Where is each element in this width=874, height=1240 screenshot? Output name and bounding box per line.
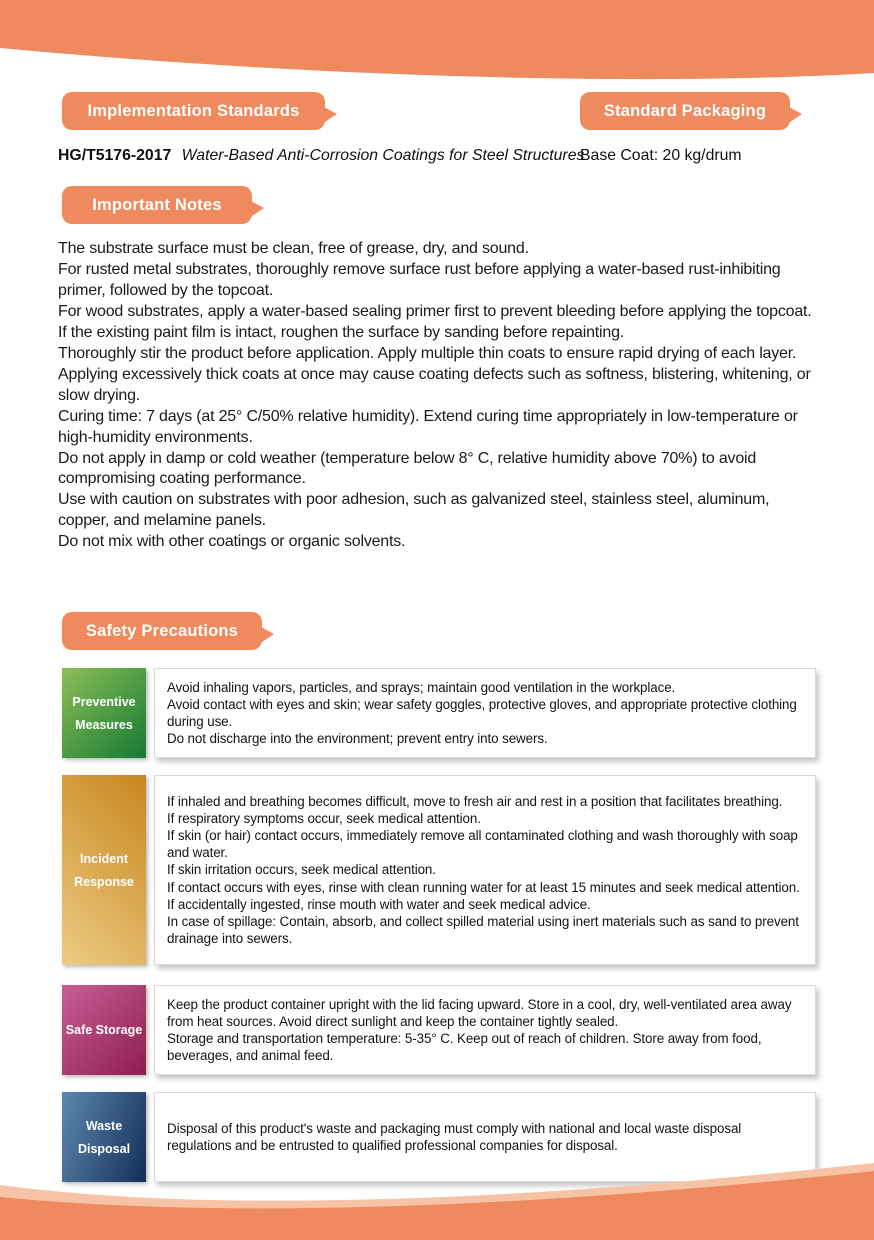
bottom-wave-decoration	[0, 1125, 874, 1240]
important-notes-badge	[62, 186, 252, 224]
safety-row-content-line: If respiratory symptoms occur, seek medical attention.	[167, 811, 481, 827]
safety-row-content-line: If contact occurs with eyes, rinse with clean running water for at least 15 minutes and seek medical attention.	[167, 879, 800, 895]
safety-row-label	[62, 775, 146, 965]
important-notes-body	[58, 239, 816, 553]
safety-row-content-line: In case of spillage: Contain, absorb, and collect spilled material using inert materials such as sand to prevent drainage into sewers.	[167, 913, 799, 946]
safety-row-content	[154, 775, 816, 965]
safety-precautions-badge	[62, 612, 262, 650]
standard-code: HG/T5176-2017	[58, 147, 172, 164]
implementation-standards-badge	[62, 92, 325, 130]
note-line: For rusted metal substrates, thoroughly remove surface rust before applying a water-based rust-inhibiting primer, followed by the topcoat.	[58, 260, 781, 299]
safety-row-label-line: Disposal	[77, 1141, 131, 1156]
safety-row-content-line: Do not discharge into the environment; prevent entry into sewers.	[167, 731, 548, 747]
note-line: The substrate surface must be clean, free of grease, dry, and sound.	[58, 240, 529, 257]
safety-row-content-line: Storage and transportation temperature: 5-35° C. Keep out of reach of children. Store away from food, beverages, and animal feed.	[167, 1031, 762, 1064]
safety-row-label-line: Waste	[85, 1118, 123, 1133]
top-wave-decoration	[0, 0, 874, 95]
safety-row-content-line: If skin (or hair) contact occurs, immediately remove all contaminated clothing and wash thoroughly with soap and water.	[167, 828, 798, 861]
note-line: Do not mix with other coatings or organic solvents.	[58, 533, 406, 551]
safety-row-label-line: Preventive	[72, 694, 136, 709]
safety-row-label-line: Incident	[80, 851, 128, 866]
implementation-standard-line	[58, 147, 584, 165]
note-line: For wood substrates, apply a water-based sealing primer first to prevent bleeding before applying the topcoat.	[58, 302, 812, 320]
note-line: Curing time: 7 days (at 25° C/50% relative humidity). Extend curing time appropriately in low-temperature or high-humidity environments.	[58, 407, 798, 446]
implementation-standards-badge-label: Implementation Standards	[87, 101, 300, 120]
important-notes-badge-label: Important Notes	[92, 195, 222, 214]
note-line: If the existing paint film is intact, roughen the surface by sanding before repainting.	[58, 323, 625, 341]
safety-row-label-line: Safe Storage	[65, 1023, 143, 1037]
safety-row-safe-storage	[62, 985, 816, 1075]
safety-row-label-line: Response	[74, 874, 134, 889]
safety-row-label	[62, 668, 146, 758]
safety-row-content-line: If skin irritation occurs, seek medical attention.	[167, 862, 436, 878]
safety-row-content	[154, 668, 816, 758]
standard-title: Water-Based Anti-Corrosion Coatings for Steel Structures	[181, 147, 585, 164]
safety-row-label	[62, 985, 146, 1075]
safety-row-incident-response	[62, 775, 816, 965]
note-line: Use with caution on substrates with poor adhesion, such as galvanized steel, stainless steel, aluminum, copper, and melamine panels.	[58, 491, 770, 530]
note-line: Do not apply in damp or cold weather (temperature below 8° C, relative humidity above 70%) to avoid compromising coating performance.	[58, 449, 757, 488]
safety-row-content-line: Keep the product container upright with the lid facing upward. Store in a cool, dry, well-ventilated area away from heat sources. Avoid direct sunlight and keep the container tightly sealed.	[167, 996, 792, 1029]
safety-row-content-line: Avoid inhaling vapors, particles, and sprays; maintain good ventilation in the workplace.	[167, 679, 676, 695]
safety-row-preventive-measures	[62, 668, 816, 758]
note-line: Thoroughly stir the product before application. Apply multiple thin coats to ensure rapid drying of each layer.	[58, 344, 797, 362]
safety-precautions-badge-label: Safety Precautions	[85, 621, 239, 640]
standard-packaging-badge-label: Standard Packaging	[603, 101, 767, 120]
packaging-value: Base Coat: 20 kg/drum	[580, 147, 742, 164]
safety-row-content-line: Disposal of this product's waste and packaging must comply with national and local waste disposal regulations and be entrusted to qualified professional companies for disposal.	[167, 1120, 742, 1153]
note-line: Applying excessively thick coats at once may cause coating defects such as softness, blistering, whitening, or slow drying.	[58, 365, 811, 404]
safety-row-content	[154, 985, 816, 1075]
safety-row-content-line: If accidentally ingested, rinse mouth with water and seek medical advice.	[167, 896, 591, 912]
safety-row-content-line: Avoid contact with eyes and skin; wear safety goggles, protective gloves, and appropriate protective clothing during use.	[167, 696, 797, 729]
standard-packaging-badge	[580, 92, 790, 130]
safety-row-content-line: If inhaled and breathing becomes difficult, move to fresh air and rest in a position that facilitates breathing.	[167, 794, 783, 810]
safety-row-label-line: Measures	[75, 717, 133, 732]
